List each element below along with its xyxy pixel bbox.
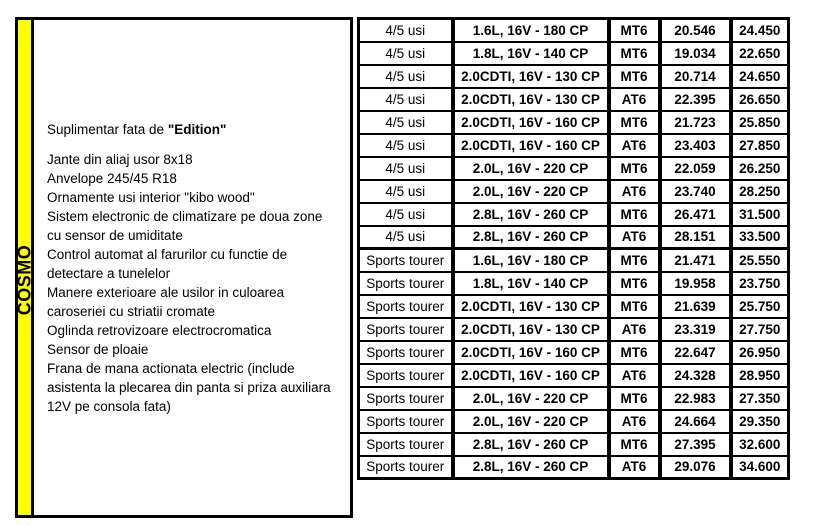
engine-cell: 2.0CDTI, 16V - 130 CP [453, 65, 609, 88]
feature-line: 12V pe consola fata) [47, 398, 171, 414]
price-col2-cell: 26.250 [731, 157, 789, 180]
transmission-cell: AT6 [609, 364, 660, 387]
body-style-cell: 4/5 usi [359, 111, 453, 134]
transmission-cell: MT6 [609, 65, 660, 88]
trim-label: COSMO [14, 244, 34, 315]
price-table-grid [357, 17, 790, 480]
table-row [359, 134, 789, 157]
transmission-cell: AT6 [609, 134, 660, 157]
description-title [47, 120, 346, 139]
body-style-cell: Sports tourer [359, 364, 453, 387]
body-style-cell: 4/5 usi [359, 180, 453, 203]
price-col1-cell: 21.723 [660, 111, 731, 134]
price-col1-cell: 19.958 [660, 272, 731, 295]
price-col2-cell: 24.450 [731, 19, 789, 42]
price-col1-cell: 27.395 [660, 433, 731, 456]
price-col1-cell: 22.395 [660, 88, 731, 111]
price-col2-cell: 22.650 [731, 42, 789, 65]
table-row [359, 42, 789, 65]
transmission-cell: MT6 [609, 42, 660, 65]
feature-line: detectare a tunelelor [47, 265, 171, 281]
price-col1-cell: 24.664 [660, 410, 731, 433]
engine-cell: 2.0CDTI, 16V - 130 CP [453, 295, 609, 318]
transmission-cell: AT6 [609, 226, 660, 249]
price-col1-cell: 23.403 [660, 134, 731, 157]
price-col1-cell: 23.740 [660, 180, 731, 203]
price-col1-cell: 23.319 [660, 318, 731, 341]
body-style-cell: 4/5 usi [359, 19, 453, 42]
transmission-cell: AT6 [609, 410, 660, 433]
price-col1-cell: 29.076 [660, 456, 731, 479]
table-row [359, 88, 789, 111]
engine-cell: 1.6L, 16V - 180 CP [453, 249, 609, 272]
price-col1-cell: 20.546 [660, 19, 731, 42]
body-style-cell: 4/5 usi [359, 226, 453, 249]
table-row [359, 456, 789, 479]
price-col1-cell: 21.639 [660, 295, 731, 318]
price-col2-cell: 27.350 [731, 387, 789, 410]
body-style-cell: 4/5 usi [359, 65, 453, 88]
table-row [359, 295, 789, 318]
table-row [359, 65, 789, 88]
price-col2-cell: 25.750 [731, 295, 789, 318]
engine-cell: 2.0CDTI, 16V - 130 CP [453, 88, 609, 111]
price-col2-cell: 26.650 [731, 88, 789, 111]
transmission-cell: MT6 [609, 341, 660, 364]
body-style-cell: 4/5 usi [359, 42, 453, 65]
feature-line: Frana de mana actionata electric (include [47, 360, 295, 376]
table-row [359, 19, 789, 42]
body-style-cell: 4/5 usi [359, 88, 453, 111]
transmission-cell: MT6 [609, 249, 660, 272]
engine-cell: 2.0L, 16V - 220 CP [453, 410, 609, 433]
transmission-cell: MT6 [609, 157, 660, 180]
price-col2-cell: 28.250 [731, 180, 789, 203]
transmission-cell: MT6 [609, 203, 660, 226]
feature-line: Jante din aliaj usor 8x18 [47, 151, 193, 167]
feature-line: caroseriei cu striatii cromate [47, 303, 216, 319]
body-style-cell: Sports tourer [359, 341, 453, 364]
transmission-cell: AT6 [609, 456, 660, 479]
price-col1-cell: 21.471 [660, 249, 731, 272]
table-row [359, 433, 789, 456]
body-style-cell: Sports tourer [359, 433, 453, 456]
body-style-cell: Sports tourer [359, 272, 453, 295]
engine-cell: 2.8L, 16V - 260 CP [453, 433, 609, 456]
body-style-cell: 4/5 usi [359, 134, 453, 157]
price-col2-cell: 25.550 [731, 249, 789, 272]
feature-line: asistenta la plecarea din panta si priza auxiliara [47, 379, 331, 395]
table-row [359, 203, 789, 226]
transmission-cell: MT6 [609, 272, 660, 295]
price-col2-cell: 29.350 [731, 410, 789, 433]
price-col2-cell: 27.850 [731, 134, 789, 157]
price-col2-cell: 34.600 [731, 456, 789, 479]
feature-line: Ornamente usi interior "kibo wood" [47, 189, 255, 205]
table-row [359, 364, 789, 387]
feature-line: cu sensor de umiditate [47, 227, 183, 243]
trim-description-panel [15, 17, 353, 518]
table-row [359, 226, 789, 249]
price-col2-cell: 32.600 [731, 433, 789, 456]
engine-cell: 2.8L, 16V - 260 CP [453, 226, 609, 249]
engine-cell: 2.8L, 16V - 260 CP [453, 456, 609, 479]
description-title-prefix: Suplimentar fata de [47, 121, 168, 137]
transmission-cell: AT6 [609, 88, 660, 111]
body-style-cell: Sports tourer [359, 456, 453, 479]
price-col1-cell: 20.714 [660, 65, 731, 88]
engine-cell: 2.0CDTI, 16V - 160 CP [453, 341, 609, 364]
price-col1-cell: 28.151 [660, 226, 731, 249]
price-col2-cell: 28.950 [731, 364, 789, 387]
trim-bar [14, 20, 34, 515]
description-panel [34, 20, 350, 515]
price-col1-cell: 22.647 [660, 341, 731, 364]
engine-cell: 2.0CDTI, 16V - 160 CP [453, 364, 609, 387]
table-row [359, 318, 789, 341]
body-style-cell: Sports tourer [359, 387, 453, 410]
price-col1-cell: 22.059 [660, 157, 731, 180]
table-row [359, 272, 789, 295]
feature-line: Sistem electronic de climatizare pe doua zone [47, 208, 323, 224]
engine-cell: 1.8L, 16V - 140 CP [453, 272, 609, 295]
engine-cell: 2.0L, 16V - 220 CP [453, 180, 609, 203]
body-style-cell: Sports tourer [359, 410, 453, 433]
price-table [357, 17, 790, 480]
engine-cell: 2.0CDTI, 16V - 160 CP [453, 111, 609, 134]
table-row [359, 341, 789, 364]
price-col2-cell: 25.850 [731, 111, 789, 134]
feature-line: Control automat al farurilor cu functie de [47, 246, 288, 262]
table-row [359, 180, 789, 203]
transmission-cell: MT6 [609, 111, 660, 134]
transmission-cell: MT6 [609, 19, 660, 42]
price-col1-cell: 26.471 [660, 203, 731, 226]
price-col2-cell: 33.500 [731, 226, 789, 249]
body-style-cell: 4/5 usi [359, 157, 453, 180]
price-col1-cell: 24.328 [660, 364, 731, 387]
feature-line: Manere exterioare ale usilor in culoarea [47, 284, 285, 300]
engine-cell: 2.0CDTI, 16V - 160 CP [453, 134, 609, 157]
body-style-cell: Sports tourer [359, 318, 453, 341]
transmission-cell: MT6 [609, 433, 660, 456]
table-row [359, 157, 789, 180]
feature-line: Anvelope 245/45 R18 [47, 170, 177, 186]
body-style-cell: Sports tourer [359, 249, 453, 272]
engine-cell: 2.8L, 16V - 260 CP [453, 203, 609, 226]
price-col1-cell: 22.983 [660, 387, 731, 410]
description-title-bold: "Edition" [167, 121, 227, 137]
feature-line: Sensor de ploaie [47, 341, 149, 357]
price-col2-cell: 27.750 [731, 318, 789, 341]
table-row [359, 410, 789, 433]
transmission-cell: MT6 [609, 295, 660, 318]
table-row [359, 387, 789, 410]
price-col2-cell: 31.500 [731, 203, 789, 226]
price-col2-cell: 24.650 [731, 65, 789, 88]
body-style-cell: 4/5 usi [359, 203, 453, 226]
transmission-cell: AT6 [609, 180, 660, 203]
table-row [359, 111, 789, 134]
engine-cell: 1.6L, 16V - 180 CP [453, 19, 609, 42]
price-col2-cell: 26.950 [731, 341, 789, 364]
transmission-cell: AT6 [609, 318, 660, 341]
price-col2-cell: 23.750 [731, 272, 789, 295]
engine-cell: 2.0L, 16V - 220 CP [453, 387, 609, 410]
transmission-cell: MT6 [609, 387, 660, 410]
body-style-cell: Sports tourer [359, 295, 453, 318]
engine-cell: 2.0CDTI, 16V - 130 CP [453, 318, 609, 341]
engine-cell: 1.8L, 16V - 140 CP [453, 42, 609, 65]
engine-cell: 2.0L, 16V - 220 CP [453, 157, 609, 180]
price-col1-cell: 19.034 [660, 42, 731, 65]
table-row [359, 249, 789, 272]
feature-line: Oglinda retrovizoare electrocromatica [47, 322, 272, 338]
